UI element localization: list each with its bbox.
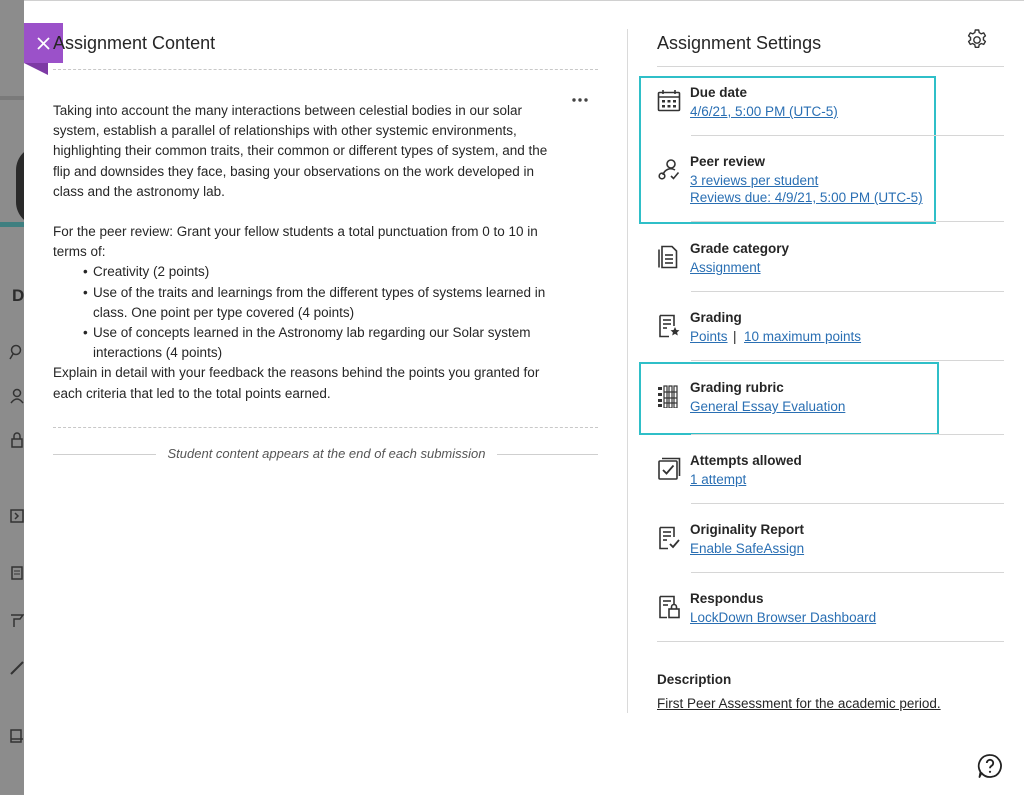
settings-divider: [691, 291, 1004, 292]
peer-review-icon: [657, 158, 681, 182]
settings-divider: [691, 434, 1004, 435]
grading-type-link[interactable]: Points: [690, 329, 728, 344]
instructions-paragraph-2: For the peer review: Grant your fellow students a total punctuation from 0 to 10 in terms of:: [53, 224, 538, 260]
description-link[interactable]: First Peer Assessment for the academic period.: [657, 696, 941, 711]
background-people-icon: [9, 388, 25, 404]
lockdown-icon: [657, 595, 681, 619]
setting-grading[interactable]: [657, 310, 1004, 350]
column-divider: [627, 29, 628, 713]
grading-rubric-link[interactable]: General Essay Evaluation: [690, 399, 846, 414]
respondus-label: Respondus: [690, 591, 764, 606]
originality-label: Originality Report: [690, 522, 805, 537]
content-title: Assignment Content: [53, 33, 216, 53]
background-accent-bar: [0, 222, 24, 227]
setting-due-date[interactable]: [657, 85, 1004, 125]
settings-divider: [691, 360, 1004, 361]
peer-review-label: Peer review: [690, 154, 766, 169]
rubric-icon: [657, 384, 681, 408]
assignment-panel: [24, 0, 1024, 795]
max-points-link[interactable]: 10 maximum points: [744, 329, 862, 344]
close-button-flag: [24, 63, 48, 75]
due-date-link[interactable]: 4/6/21, 5:00 PM (UTC-5): [690, 104, 838, 119]
gear-icon[interactable]: [965, 28, 989, 52]
reviews-per-student-link[interactable]: 3 reviews per student: [690, 173, 819, 188]
content-divider: [53, 69, 598, 70]
due-date-label: Due date: [690, 85, 748, 100]
setting-attempts-allowed[interactable]: [657, 453, 1004, 493]
criteria-item: • Use of concepts learned in the Astronomy lab regarding our Solar system interactions (4 points): [93, 323, 568, 363]
checkbox-icon: [657, 457, 681, 481]
settings-divider: [691, 221, 1004, 222]
criteria-item: • Creativity (2 points): [93, 262, 568, 282]
attempts-label: Attempts allowed: [690, 453, 802, 468]
setting-grading-rubric[interactable]: [657, 380, 1004, 420]
setting-grade-category[interactable]: [657, 241, 1004, 281]
background-search-icon: [9, 344, 25, 360]
instructions-paragraph-1: Taking into account the many interactions between celestial bodies in our solar system, establish a parallel of relationships with other systemic environments, highlighting their common traits, their common or different types of system, and the flip and downsides they face, basing your observations on the work developed in class and the astronomy lab.: [53, 103, 548, 199]
grading-rubric-label: Grading rubric: [690, 380, 784, 395]
settings-divider: [691, 135, 1004, 136]
more-options-icon[interactable]: [570, 93, 590, 107]
background-flag-icon: [9, 612, 25, 628]
originality-icon: [657, 526, 681, 550]
setting-peer-review[interactable]: [657, 154, 1004, 212]
grade-category-link[interactable]: Assignment: [690, 260, 761, 275]
lockdown-browser-link[interactable]: LockDown Browser Dashboard: [690, 610, 877, 625]
settings-title: Assignment Settings: [657, 33, 822, 53]
setting-respondus[interactable]: [657, 591, 1004, 631]
attempts-link[interactable]: 1 attempt: [690, 472, 747, 487]
background-print-icon: [9, 728, 25, 744]
setting-originality-report[interactable]: [657, 522, 1004, 562]
background-tool-icon: [9, 660, 25, 676]
grading-label: Grading: [690, 310, 742, 325]
instructions-paragraph-3: Explain in detail with your feedback the reasons behind the points you granted for each criteria that led to the total points earned.: [53, 365, 540, 401]
background-letter: D: [12, 286, 25, 305]
grade-category-label: Grade category: [690, 241, 790, 256]
background-strip: [0, 96, 24, 100]
background-clipboard-icon: [9, 564, 25, 580]
settings-divider: [657, 66, 1004, 67]
background-code-icon: [9, 508, 25, 524]
criteria-list: [53, 262, 568, 363]
document-icon: [657, 245, 681, 269]
criteria-item: • Use of the traits and learnings from the different types of systems learned in class. One point per type covered (4 points): [93, 283, 568, 323]
settings-divider: [657, 641, 1004, 642]
calendar-icon: [657, 89, 681, 113]
content-divider-bottom: [53, 427, 598, 428]
background-lock-icon: [9, 432, 25, 448]
safeassign-link[interactable]: Enable SafeAssign: [690, 541, 805, 556]
note-line-right: [497, 454, 598, 455]
settings-divider: [691, 572, 1004, 573]
help-icon[interactable]: [977, 753, 1003, 779]
settings-divider: [691, 503, 1004, 504]
note-line-left: [53, 454, 156, 455]
student-content-note: Student content appears at the end of each submission: [167, 446, 486, 461]
grading-separator: |: [733, 329, 737, 344]
reviews-due-link[interactable]: Reviews due: 4/9/21, 5:00 PM (UTC-5): [690, 190, 923, 205]
grading-icon: [657, 314, 681, 338]
assignment-instructions: [53, 101, 568, 404]
description-label: Description: [657, 672, 732, 687]
